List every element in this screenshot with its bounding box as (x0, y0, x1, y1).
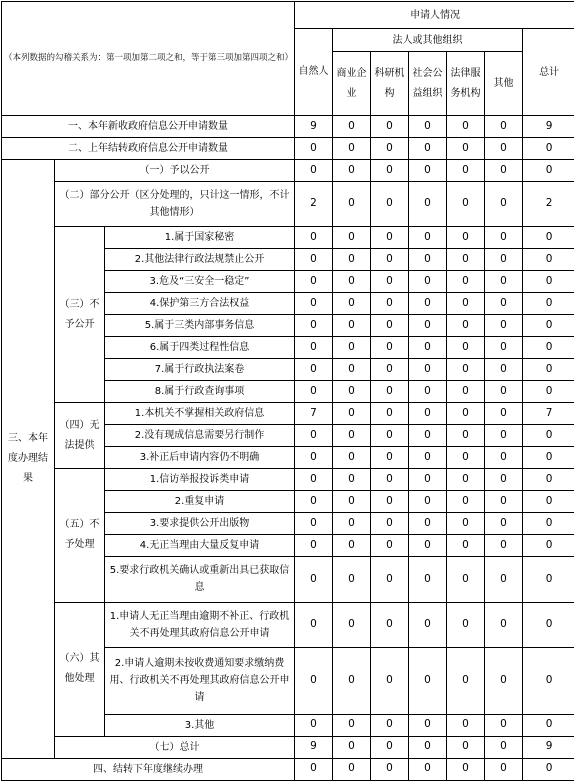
cell-total: 7 (523, 403, 574, 425)
cell-social-welfare: 0 (409, 425, 447, 447)
cell-other: 0 (485, 513, 523, 535)
cell-total: 0 (523, 271, 574, 293)
cell-legal-service: 0 (447, 138, 485, 160)
cell-social-welfare: 0 (409, 491, 447, 513)
cell-research: 0 (371, 160, 409, 182)
cell-commercial: 0 (333, 557, 371, 602)
cell-other: 0 (485, 602, 523, 647)
table-note: （本列数据的勾稽关系为：第一项加第二项之和，等于第三项加第四项之和） (2, 2, 295, 116)
cell-commercial: 0 (333, 513, 371, 535)
cell-natural-person: 0 (295, 138, 333, 160)
cell-legal-service: 0 (447, 381, 485, 403)
row-label: （七）总计 (55, 736, 295, 758)
row-label: 1.申请人无正当理由逾期不补正、行政机关不再处理其政府信息公开申请 (105, 602, 295, 647)
cell-legal-service: 0 (447, 182, 485, 227)
cell-legal-service: 0 (447, 160, 485, 182)
cell-research: 0 (371, 425, 409, 447)
cell-social-welfare: 0 (409, 447, 447, 469)
cell-total: 0 (523, 337, 574, 359)
legal-entity-group-header: 法人或其他组织 (333, 29, 523, 52)
row-label: 一、本年新收政府信息公开申请数量 (2, 116, 295, 138)
cell-legal-service: 0 (447, 425, 485, 447)
cell-legal-service: 0 (447, 469, 485, 491)
cell-other: 0 (485, 557, 523, 602)
cell-research: 0 (371, 249, 409, 271)
cell-total: 0 (523, 714, 574, 736)
cell-commercial: 0 (333, 469, 371, 491)
cell-other: 0 (485, 469, 523, 491)
cell-research: 0 (371, 116, 409, 138)
cell-research: 0 (371, 381, 409, 403)
cell-other: 0 (485, 160, 523, 182)
not-disclosed-section-label: （三）不予公开 (55, 227, 105, 403)
cell-other: 0 (485, 381, 523, 403)
table-row (2, 182, 574, 227)
other-header: 其他 (485, 52, 523, 116)
cell-total: 0 (523, 469, 574, 491)
cell-total: 9 (523, 116, 574, 138)
cell-natural-person: 0 (295, 714, 333, 736)
cell-natural-person: 0 (295, 315, 333, 337)
cell-social-welfare: 0 (409, 271, 447, 293)
cell-natural-person: 0 (295, 602, 333, 647)
cell-legal-service: 0 (447, 535, 485, 557)
cell-commercial: 0 (333, 381, 371, 403)
cell-legal-service: 0 (447, 491, 485, 513)
cell-research: 0 (371, 736, 409, 758)
cell-social-welfare: 0 (409, 602, 447, 647)
cell-other: 0 (485, 535, 523, 557)
cell-commercial: 0 (333, 425, 371, 447)
row-label: 3.其他 (105, 714, 295, 736)
cell-social-welfare: 0 (409, 337, 447, 359)
table-row (2, 403, 574, 425)
cell-total: 0 (523, 359, 574, 381)
cell-other: 0 (485, 491, 523, 513)
row-label: 1.属于国家秘密 (105, 227, 295, 249)
cell-natural-person: 0 (295, 513, 333, 535)
cell-legal-service: 0 (447, 359, 485, 381)
social-welfare-header: 社会公益组织 (409, 52, 447, 116)
row-label: 2.申请人逾期未按收费通知要求缴纳费用、行政机关不再处理其政府信息公开申请 (105, 647, 295, 714)
cell-research: 0 (371, 535, 409, 557)
cell-total: 0 (523, 227, 574, 249)
cell-natural-person: 0 (295, 447, 333, 469)
cell-legal-service: 0 (447, 557, 485, 602)
cell-other: 0 (485, 425, 523, 447)
cell-other: 0 (485, 714, 523, 736)
cell-total: 0 (523, 758, 574, 780)
cell-other: 0 (485, 138, 523, 160)
cell-other: 0 (485, 647, 523, 714)
not-handle-section-label: （五）不予处理 (55, 469, 105, 602)
cell-commercial: 0 (333, 116, 371, 138)
row-label: 1.本机关不掌握相关政府信息 (105, 403, 295, 425)
table-row (2, 227, 574, 249)
table-row (2, 758, 574, 780)
header-row-1 (2, 2, 574, 29)
cell-social-welfare: 0 (409, 714, 447, 736)
cell-natural-person: 2 (295, 182, 333, 227)
cell-natural-person: 0 (295, 337, 333, 359)
table-row (2, 138, 574, 160)
cell-commercial: 0 (333, 602, 371, 647)
table-row (2, 602, 574, 647)
cell-research: 0 (371, 758, 409, 780)
cell-other: 0 (485, 116, 523, 138)
cell-natural-person: 0 (295, 381, 333, 403)
cell-natural-person: 0 (295, 271, 333, 293)
cell-natural-person: 0 (295, 535, 333, 557)
cell-research: 0 (371, 714, 409, 736)
cell-commercial: 0 (333, 359, 371, 381)
row-label: （一）予以公开 (55, 160, 295, 182)
cell-social-welfare: 0 (409, 160, 447, 182)
row-label: 3.补正后申请内容仍不明确 (105, 447, 295, 469)
row-label: 2.没有现成信息需要另行制作 (105, 425, 295, 447)
cell-total: 2 (523, 182, 574, 227)
row-label: 6.属于四类过程性信息 (105, 337, 295, 359)
row-label: 5.要求行政机关确认或重新出具已获取信息 (105, 557, 295, 602)
total-header: 总计 (523, 29, 574, 116)
cell-legal-service: 0 (447, 647, 485, 714)
cell-research: 0 (371, 647, 409, 714)
cell-social-welfare: 0 (409, 381, 447, 403)
row-label: 4.保护第三方合法权益 (105, 293, 295, 315)
cell-other: 0 (485, 403, 523, 425)
cell-commercial: 0 (333, 227, 371, 249)
cell-social-welfare: 0 (409, 359, 447, 381)
cell-social-welfare: 0 (409, 469, 447, 491)
commercial-header: 商业企业 (333, 52, 371, 116)
cell-research: 0 (371, 359, 409, 381)
row-label: 8.属于行政查询事项 (105, 381, 295, 403)
cell-legal-service: 0 (447, 736, 485, 758)
cell-natural-person: 9 (295, 736, 333, 758)
cell-natural-person: 9 (295, 116, 333, 138)
cell-natural-person: 0 (295, 425, 333, 447)
row-label: 1.信访举报投诉类申请 (105, 469, 295, 491)
cell-natural-person: 0 (295, 293, 333, 315)
cell-commercial: 0 (333, 647, 371, 714)
cell-legal-service: 0 (447, 249, 485, 271)
row-label: 2.其他法律行政法规禁止公开 (105, 249, 295, 271)
cell-natural-person: 0 (295, 758, 333, 780)
cell-legal-service: 0 (447, 447, 485, 469)
cell-natural-person: 0 (295, 249, 333, 271)
cell-social-welfare: 0 (409, 293, 447, 315)
cell-other: 0 (485, 293, 523, 315)
cell-legal-service: 0 (447, 714, 485, 736)
cell-commercial: 0 (333, 182, 371, 227)
cell-legal-service: 0 (447, 403, 485, 425)
cell-research: 0 (371, 513, 409, 535)
cell-total: 0 (523, 138, 574, 160)
cell-natural-person: 0 (295, 359, 333, 381)
cell-other: 0 (485, 758, 523, 780)
cell-other: 0 (485, 249, 523, 271)
result-section-label: 三、本年度办理结果 (2, 160, 55, 759)
cell-legal-service: 0 (447, 602, 485, 647)
row-label: 5.属于三类内部事务信息 (105, 315, 295, 337)
cell-social-welfare: 0 (409, 249, 447, 271)
cell-social-welfare: 0 (409, 403, 447, 425)
cell-social-welfare: 0 (409, 647, 447, 714)
cell-social-welfare: 0 (409, 513, 447, 535)
cell-commercial: 0 (333, 447, 371, 469)
cell-total: 0 (523, 425, 574, 447)
cell-social-welfare: 0 (409, 557, 447, 602)
cell-total: 0 (523, 447, 574, 469)
cell-commercial: 0 (333, 315, 371, 337)
cell-legal-service: 0 (447, 227, 485, 249)
cell-commercial: 0 (333, 138, 371, 160)
cell-total: 0 (523, 249, 574, 271)
table-row (2, 736, 574, 758)
cell-natural-person: 0 (295, 227, 333, 249)
row-label: 四、结转下年度继续办理 (2, 758, 295, 780)
cell-social-welfare: 0 (409, 315, 447, 337)
cell-social-welfare: 0 (409, 182, 447, 227)
research-header: 科研机构 (371, 52, 409, 116)
cell-research: 0 (371, 293, 409, 315)
cell-legal-service: 0 (447, 271, 485, 293)
cell-other: 0 (485, 359, 523, 381)
cell-legal-service: 0 (447, 758, 485, 780)
cell-total: 0 (523, 535, 574, 557)
row-label: 2.重复申请 (105, 491, 295, 513)
row-label: 3.要求提供公开出版物 (105, 513, 295, 535)
cell-social-welfare: 0 (409, 138, 447, 160)
cell-natural-person: 0 (295, 491, 333, 513)
cell-total: 0 (523, 293, 574, 315)
cell-social-welfare: 0 (409, 227, 447, 249)
cell-natural-person: 0 (295, 557, 333, 602)
cell-legal-service: 0 (447, 513, 485, 535)
cell-total: 0 (523, 381, 574, 403)
cell-natural-person: 0 (295, 469, 333, 491)
row-label: 二、上年结转政府信息公开申请数量 (2, 138, 295, 160)
applicant-info-header: 申请人情况 (295, 2, 574, 29)
cell-total: 0 (523, 647, 574, 714)
cell-commercial: 0 (333, 293, 371, 315)
cell-research: 0 (371, 491, 409, 513)
cell-commercial: 0 (333, 271, 371, 293)
cell-commercial: 0 (333, 249, 371, 271)
cell-total: 0 (523, 557, 574, 602)
cell-other: 0 (485, 227, 523, 249)
cell-commercial: 0 (333, 491, 371, 513)
cell-research: 0 (371, 447, 409, 469)
cell-natural-person: 0 (295, 647, 333, 714)
row-label: 4.无正当理由大量反复申请 (105, 535, 295, 557)
cell-social-welfare: 0 (409, 535, 447, 557)
cell-commercial: 0 (333, 758, 371, 780)
cell-legal-service: 0 (447, 293, 485, 315)
cell-other: 0 (485, 271, 523, 293)
cell-research: 0 (371, 469, 409, 491)
row-label: （二）部分公开（区分处理的，只计这一情形，不计其他情形） (55, 182, 295, 227)
cell-other: 0 (485, 337, 523, 359)
cell-total: 0 (523, 491, 574, 513)
cell-social-welfare: 0 (409, 736, 447, 758)
cell-research: 0 (371, 315, 409, 337)
row-label: 3.危及“三安全一稳定” (105, 271, 295, 293)
cannot-provide-section-label: （四）无法提供 (55, 403, 105, 469)
cell-total: 0 (523, 315, 574, 337)
cell-research: 0 (371, 271, 409, 293)
cell-commercial: 0 (333, 736, 371, 758)
cell-total: 0 (523, 513, 574, 535)
row-label: 7.属于行政执法案卷 (105, 359, 295, 381)
cell-research: 0 (371, 602, 409, 647)
cell-research: 0 (371, 557, 409, 602)
cell-legal-service: 0 (447, 337, 485, 359)
statistics-table (1, 1, 574, 781)
cell-commercial: 0 (333, 337, 371, 359)
cell-legal-service: 0 (447, 315, 485, 337)
cell-total: 0 (523, 160, 574, 182)
cell-natural-person: 0 (295, 160, 333, 182)
cell-natural-person: 7 (295, 403, 333, 425)
table-row (2, 160, 574, 182)
cell-research: 0 (371, 337, 409, 359)
cell-research: 0 (371, 182, 409, 227)
cell-total: 9 (523, 736, 574, 758)
cell-research: 0 (371, 403, 409, 425)
legal-service-header: 法律服务机构 (447, 52, 485, 116)
cell-other: 0 (485, 182, 523, 227)
cell-social-welfare: 0 (409, 116, 447, 138)
cell-commercial: 0 (333, 403, 371, 425)
cell-commercial: 0 (333, 160, 371, 182)
cell-other: 0 (485, 736, 523, 758)
cell-legal-service: 0 (447, 116, 485, 138)
cell-other: 0 (485, 447, 523, 469)
cell-commercial: 0 (333, 535, 371, 557)
cell-other: 0 (485, 315, 523, 337)
cell-research: 0 (371, 138, 409, 160)
table-row (2, 469, 574, 491)
other-handle-section-label: （六）其他处理 (55, 602, 105, 736)
table-row (2, 116, 574, 138)
cell-total: 0 (523, 602, 574, 647)
cell-commercial: 0 (333, 714, 371, 736)
cell-social-welfare: 0 (409, 758, 447, 780)
cell-research: 0 (371, 227, 409, 249)
natural-person-header: 自然人 (295, 29, 333, 116)
